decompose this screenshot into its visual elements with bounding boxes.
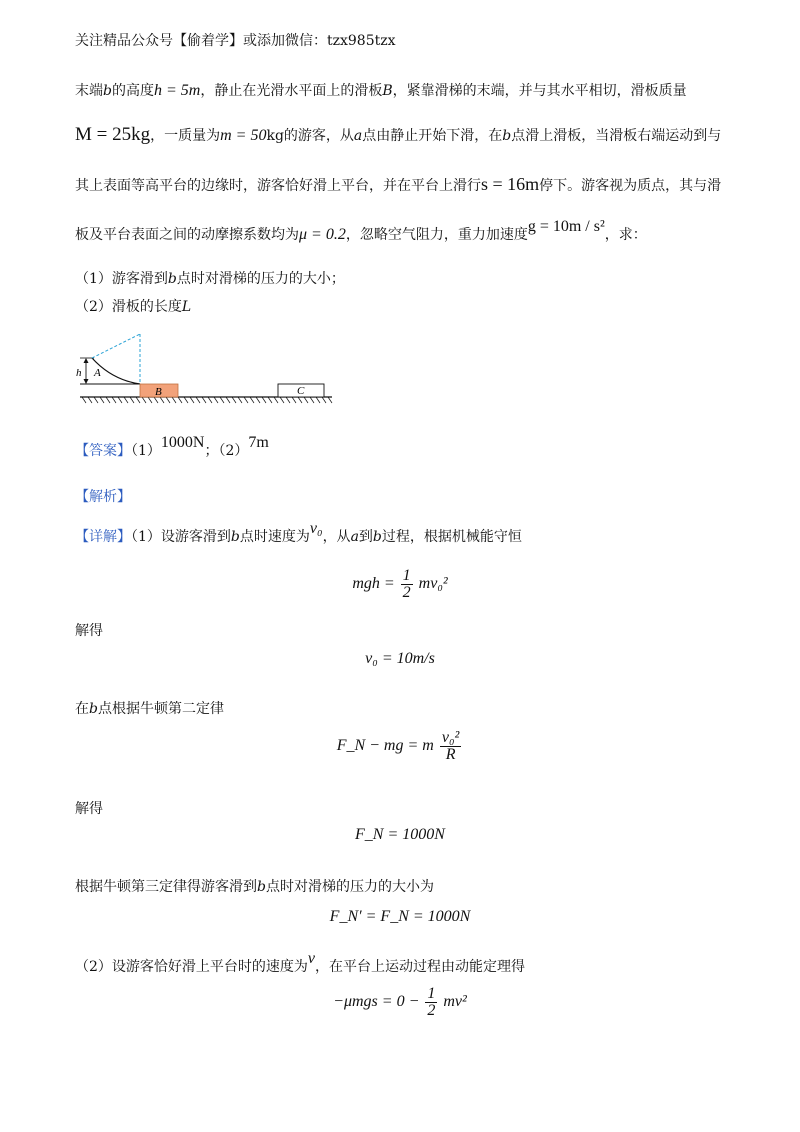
equation-work-energy: [0, 986, 800, 1019]
height-value: h = 5m: [153, 82, 201, 99]
text: ，一质量为: [150, 128, 221, 144]
length-symbol: L: [181, 299, 192, 315]
equation-newton-second: [0, 730, 800, 763]
problem-line-1: [75, 80, 687, 100]
arrow-head-down: [84, 379, 89, 384]
eq-left: F_N − mg = m: [336, 737, 434, 755]
radius-dashed-line: [92, 334, 140, 358]
page-header: [75, 30, 396, 50]
platform-c-label: C: [297, 385, 305, 397]
point-b: b: [257, 879, 266, 895]
slide-diagram: [72, 330, 352, 410]
point-b: b: [89, 701, 98, 717]
eq-left: mgh =: [352, 575, 395, 593]
header-text: 关注精品公众号【偷着学】或添加微信：tzx985tzx: [75, 33, 396, 49]
solve-label-1: [75, 620, 103, 640]
eq-right: mv₀²: [418, 575, 448, 593]
text: 其上表面等高平台的边缘时，游客恰好滑上平台，并在平台上滑行: [75, 178, 481, 194]
part-2-line: [75, 950, 526, 976]
text: ，静止在光滑水平面上的滑板: [200, 83, 383, 99]
equation-normal-force: [0, 826, 800, 844]
newton-third-line: [75, 876, 434, 896]
text: 点时速度为: [239, 529, 310, 545]
text: 解得: [75, 623, 103, 639]
height-label: h: [76, 367, 82, 379]
text: kg的游客，从: [266, 128, 354, 144]
text: ，紧靠滑梯的末端，并与其水平相切，滑板质量: [392, 83, 687, 99]
text: ，忽略空气阻力，重力加速度: [345, 227, 528, 243]
text: （2）设游客恰好滑上平台时的速度为: [75, 959, 308, 975]
text: 点滑上滑板，当滑板右端运动到与: [511, 128, 722, 144]
text: （1）设游客滑到: [131, 529, 231, 545]
newton-second-line: [75, 698, 224, 718]
eq-text: F_N = 1000N: [355, 826, 445, 843]
text: 末端: [75, 83, 103, 99]
frac-num: 1: [427, 985, 436, 1002]
fraction-half: [425, 986, 437, 1019]
point-b: b: [167, 271, 177, 287]
answer-tag: 【答案】: [75, 443, 131, 459]
frac-den: 2: [402, 584, 411, 601]
answer-line: [75, 434, 269, 460]
point-a: a: [350, 529, 359, 545]
eq-right: mv²: [443, 993, 467, 1011]
text: 解得: [75, 801, 103, 817]
text: （2）滑板的长度: [75, 299, 182, 315]
answer-1-value: 1000N: [160, 434, 205, 451]
text: 板及平台表面之间的动摩擦系数均为: [75, 227, 299, 243]
text: 在: [75, 701, 89, 717]
fraction-v-over-r: [440, 730, 461, 763]
text: ，从: [322, 529, 351, 545]
text: 根据牛顿第三定律得游客滑到: [75, 879, 257, 895]
answer-2-value: 7m: [248, 434, 269, 451]
fraction-half: [401, 568, 413, 601]
question-2: [75, 296, 191, 316]
board-b: B: [382, 83, 393, 99]
equation-reaction-force: [0, 908, 800, 926]
ground-hatching: [82, 397, 332, 403]
text: （1）游客滑到: [75, 271, 168, 287]
eq-text: F_N′ = F_N = 1000N: [329, 908, 471, 925]
board-mass: M = 25kg: [75, 124, 151, 145]
frac-num: v₀²: [441, 729, 460, 746]
text: ，求：: [604, 227, 647, 243]
point-b: b: [372, 529, 382, 545]
text: 过程，根据机械能守恒: [381, 529, 522, 545]
velocity-symbol: v: [307, 950, 316, 967]
problem-line-3: [75, 174, 721, 195]
text: 到: [358, 529, 373, 545]
board-b-label: B: [155, 386, 162, 398]
text: （1）: [131, 443, 161, 459]
slide-distance: s = 16m: [481, 174, 540, 194]
frac-num: 1: [402, 567, 411, 584]
point-b: b: [230, 529, 240, 545]
text: ，在平台上运动过程由动能定理得: [315, 959, 526, 975]
eq-left: −μmgs = 0 −: [333, 993, 420, 1011]
analysis-tag: 【解析】: [75, 489, 131, 505]
frac-den: R: [445, 746, 456, 763]
text: 点由静止开始下滑，在: [362, 128, 503, 144]
detail-line: [75, 520, 522, 546]
point-b: b: [502, 128, 512, 144]
equation-velocity: [0, 650, 800, 668]
point-a-label: A: [94, 367, 101, 379]
text: 点根据牛顿第二定律: [97, 701, 224, 717]
arrow-head-up: [84, 358, 89, 363]
equation-energy: [0, 568, 800, 601]
problem-line-4: [75, 218, 647, 244]
text: 点时对滑梯的压力的大小；: [176, 271, 345, 287]
friction-coefficient: μ = 0.2: [299, 226, 346, 243]
text: ；（2）: [204, 443, 249, 459]
text: 点时对滑梯的压力的大小为: [265, 879, 434, 895]
frac-den: 2: [427, 1002, 436, 1019]
point-a: a: [353, 128, 363, 144]
eq-text: v₀ = 10m/s: [365, 650, 435, 667]
problem-line-2: [75, 124, 721, 146]
velocity-symbol: v₀: [309, 520, 323, 537]
question-1: [75, 268, 345, 288]
point-b: b: [103, 83, 112, 99]
analysis-line: [75, 486, 131, 506]
detail-tag: 【详解】: [75, 529, 131, 545]
text: 的高度: [111, 83, 154, 99]
tourist-mass: m = 50: [220, 127, 267, 144]
text: 停下。游客视为质点，其与滑: [539, 178, 722, 194]
solve-label-2: [75, 798, 103, 818]
gravity-value: g = 10m / s²: [527, 218, 605, 235]
